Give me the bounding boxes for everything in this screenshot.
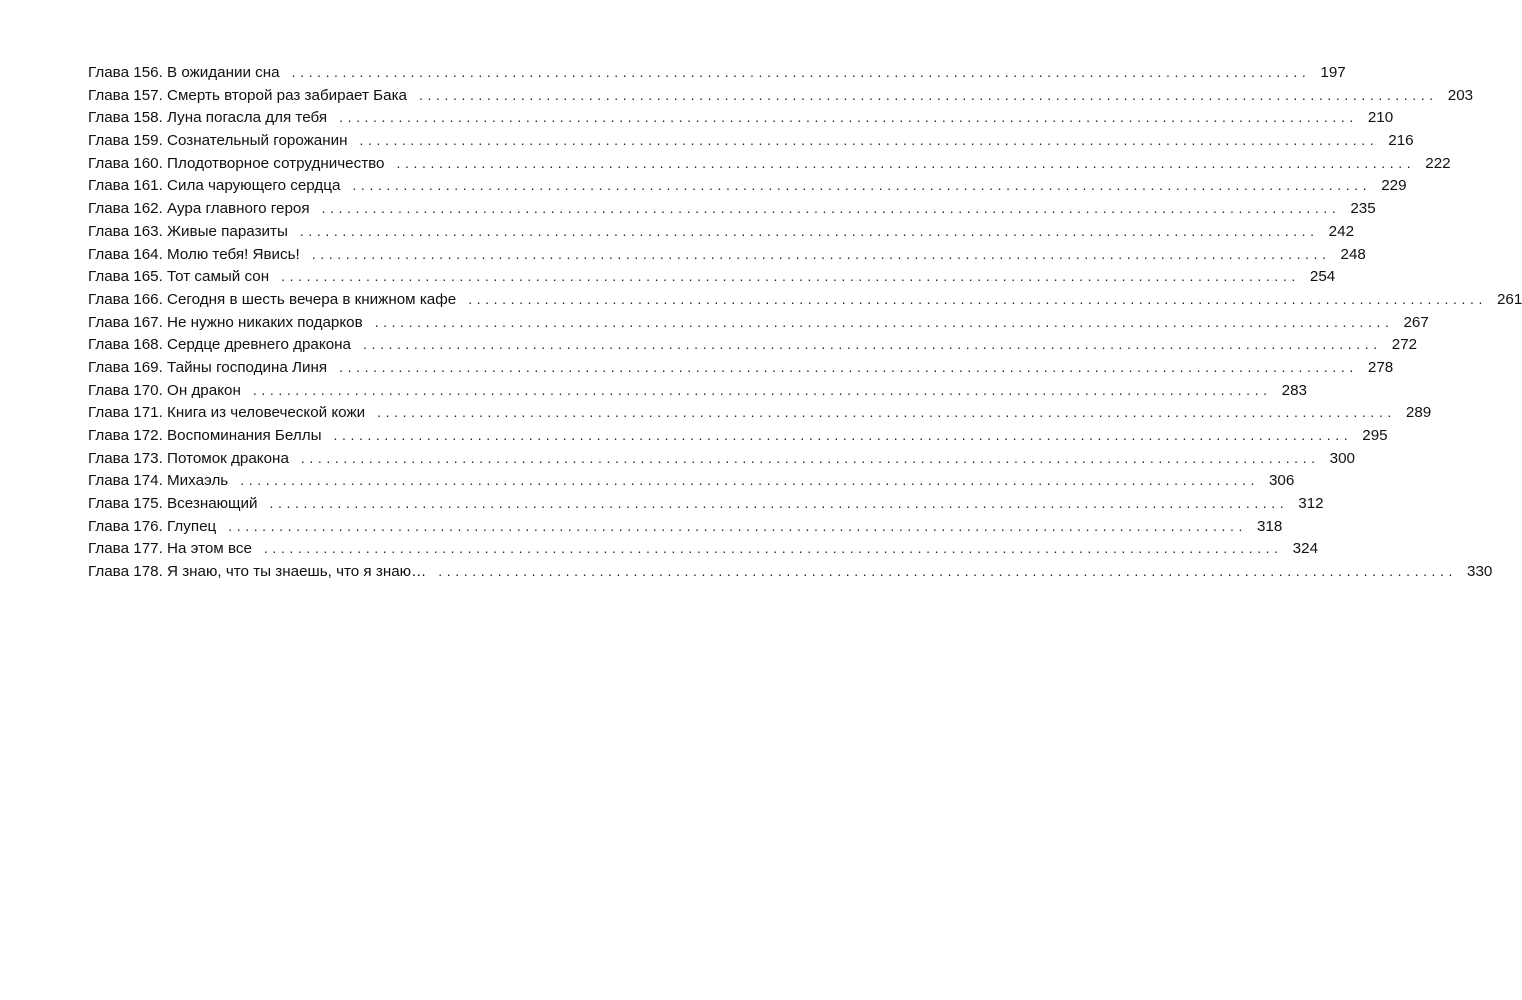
chapter-title: Глава 175. Всезнающий: [88, 495, 258, 513]
chapter-title: Глава 169. Тайны господина Линя: [88, 358, 328, 376]
toc-entry: [88, 379, 1307, 402]
dot-leader: ........................................................................................................................: [359, 132, 1379, 149]
chapter-title: Глава 156. В ожидании сна: [88, 64, 280, 81]
chapter-title: Глава 173. Потомок дракона: [88, 449, 289, 467]
page-number: 306: [1268, 472, 1295, 490]
page-number: 283: [1281, 381, 1307, 399]
chapter-title: Глава 159. Сознательный горожанин: [88, 132, 348, 150]
toc-entry: [88, 401, 1432, 424]
page-number: 242: [1328, 222, 1355, 240]
dot-leader: ........................................................................................................................: [438, 563, 1458, 580]
toc-entry: [88, 129, 1414, 152]
toc-entry: [88, 560, 1493, 583]
dot-leader: ........................................................................................................................: [362, 336, 1382, 353]
dot-leader: ........................................................................................................................: [374, 313, 1394, 330]
page-number: 248: [1340, 245, 1366, 263]
page-number: 278: [1367, 358, 1394, 376]
dot-leader: ........................................................................................................................: [263, 540, 1283, 557]
dot-leader: ........................................................................................................................: [333, 427, 1353, 443]
page-number: 216: [1388, 132, 1414, 150]
toc-entry: [88, 197, 1376, 220]
page-number: 197: [1320, 64, 1346, 81]
chapter-title: Глава 168. Сердце древнего дракона: [88, 336, 351, 354]
toc-entry: [88, 469, 1295, 492]
toc-entry: [88, 356, 1394, 379]
chapter-title: Глава 176. Глупец: [88, 517, 217, 535]
page-number: 295: [1362, 427, 1388, 444]
page-number: 312: [1298, 495, 1324, 513]
toc-entry: [88, 106, 1394, 129]
table-of-contents: [88, 61, 1522, 583]
page-number: 267: [1403, 313, 1429, 331]
chapter-title: Глава 158. Луна погасла для тебя: [88, 109, 328, 127]
page-number: 222: [1425, 154, 1451, 172]
dot-leader: ........................................................................................................................: [468, 290, 1487, 307]
dot-leader: ........................................................................................................................: [300, 449, 1320, 466]
toc-entry: [88, 333, 1418, 356]
toc-entry: [88, 492, 1324, 515]
dot-leader: ........................................................................................................................: [299, 222, 1319, 239]
toc-entry: [88, 424, 1388, 447]
dot-leader: ........................................................................................................................: [377, 404, 1396, 421]
toc-entry: [88, 152, 1451, 175]
page-number: 210: [1367, 109, 1394, 127]
dot-leader: ........................................................................................................................: [228, 517, 1247, 534]
chapter-title: Глава 165. Тот самый сон: [88, 268, 270, 286]
dot-leader: ........................................................................................................................: [281, 268, 1300, 285]
page-number: 318: [1256, 517, 1283, 535]
dot-leader: ........................................................................................................................: [419, 86, 1438, 103]
toc-entry: [88, 61, 1346, 84]
dot-leader: ........................................................................................................................: [311, 245, 1331, 262]
toc-entry: [88, 220, 1355, 243]
chapter-title: Глава 170. Он дракон: [88, 381, 241, 399]
chapter-title: Глава 157. Смерть второй раз забирает Бака: [88, 86, 407, 104]
dot-leader: ........................................................................................................................: [240, 472, 1259, 489]
toc-entry: [88, 84, 1474, 107]
toc-entry: [88, 265, 1336, 288]
dot-leader: ........................................................................................................................: [269, 495, 1289, 512]
page-number: 235: [1350, 200, 1376, 218]
page-number: 261: [1496, 290, 1522, 308]
chapter-title: Глава 163. Живые паразиты: [88, 222, 288, 240]
dot-leader: ........................................................................................................................: [396, 154, 1416, 171]
chapter-title: Глава 162. Аура главного героя: [88, 200, 310, 218]
page-number: 330: [1467, 563, 1493, 581]
toc-entry: [88, 311, 1429, 334]
toc-entry: [88, 447, 1355, 470]
chapter-title: Глава 174. Михаэль: [88, 472, 229, 490]
page-number: 254: [1309, 268, 1336, 286]
page-number: 229: [1381, 177, 1407, 195]
toc-entry: [88, 537, 1319, 560]
toc-entry: [88, 515, 1283, 538]
dot-leader: ........................................................................................................................: [252, 381, 1272, 398]
toc-entry: [88, 243, 1366, 266]
toc-entry: [88, 288, 1522, 311]
page-number: 272: [1391, 336, 1418, 354]
page-number: 300: [1329, 449, 1355, 467]
chapter-title: Глава 166. Сегодня в шесть вечера в книжном кафе: [88, 290, 457, 308]
chapter-title: Глава 164. Молю тебя! Явись!: [88, 245, 300, 263]
chapter-title: Глава 177. На этом все: [88, 540, 252, 558]
dot-leader: ........................................................................................................................: [321, 200, 1341, 217]
chapter-title: Глава 167. Не нужно никаких подарков: [88, 313, 363, 331]
chapter-title: Глава 172. Воспоминания Беллы: [88, 427, 322, 444]
toc-entry: [88, 174, 1407, 197]
chapter-title: Глава 171. Книга из человеческой кожи: [88, 404, 366, 422]
dot-leader: ........................................................................................................................: [291, 64, 1311, 80]
dot-leader: ........................................................................................................................: [339, 109, 1358, 126]
chapter-title: Глава 161. Сила чарующего сердца: [88, 177, 341, 195]
chapter-title: Глава 178. Я знаю, что ты знаешь, что я знаю…: [88, 563, 427, 581]
page-number: 203: [1447, 86, 1474, 104]
chapter-title: Глава 160. Плодотворное сотрудничество: [88, 154, 385, 172]
dot-leader: ........................................................................................................................: [339, 358, 1358, 375]
dot-leader: ........................................................................................................................: [352, 177, 1372, 194]
page-number: 289: [1405, 404, 1432, 422]
page-number: 324: [1292, 540, 1319, 558]
